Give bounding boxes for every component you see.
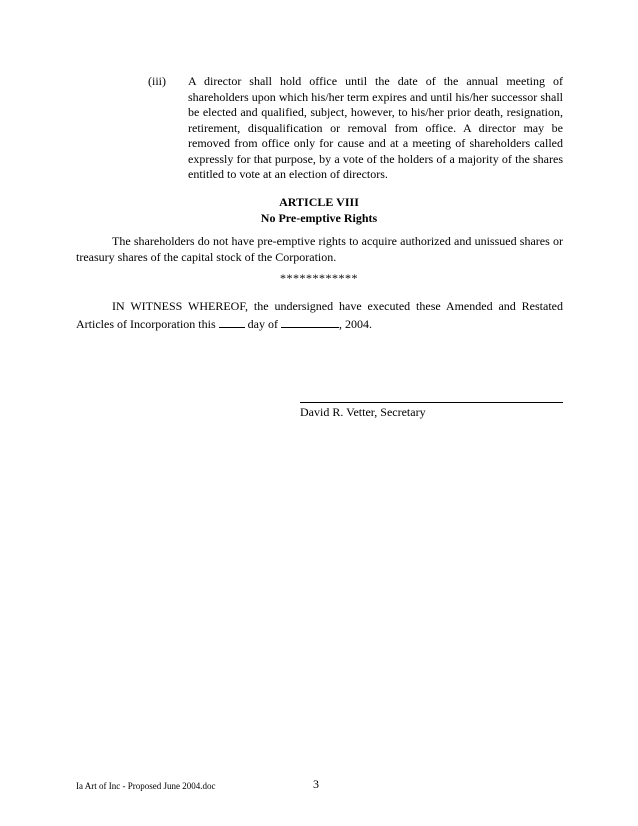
signatory-name: David R. Vetter, Secretary <box>300 405 426 419</box>
page-number: 3 <box>313 777 319 791</box>
month-blank-line <box>281 315 339 328</box>
clause-number: (iii) <box>148 74 166 88</box>
article-title: No Pre-emptive Rights <box>260 210 378 225</box>
section-separator: ************ <box>280 271 358 285</box>
witness-text-day-of: day of <box>244 316 281 331</box>
article-heading <box>0 195 638 226</box>
day-blank-line <box>219 315 245 328</box>
preemptive-rights-paragraph: The shareholders do not have pre-emptive rights to acquire authorized and unissued shares or treasury shares of the capital stock of the Corporation. <box>76 234 563 264</box>
footer-filename: Ia Art of Inc - Proposed June 2004.doc <box>76 781 216 791</box>
clause-text: A director shall hold office until the date of the annual meeting of shareholders upon which his/her term expires and until his/her successor shall be elected and qualified, subject, however, to his/her prior death, resignation, retirement, disqualification or removal from office. A director may be removed from office only for cause and at a meeting of shareholders called expressly for that purpose, by a vote of the holders of a majority of the shares entitled to vote at an election of directors. <box>188 74 563 181</box>
witness-text-start: IN WITNESS WHEREOF, the undersigned have executed these Amended and Restated Articles of Incorporation this <box>76 299 563 331</box>
signature-line <box>300 402 563 403</box>
witness-text-year: , 2004. <box>338 316 372 331</box>
witness-paragraph <box>76 299 563 332</box>
article-number: ARTICLE VIII <box>279 195 359 209</box>
